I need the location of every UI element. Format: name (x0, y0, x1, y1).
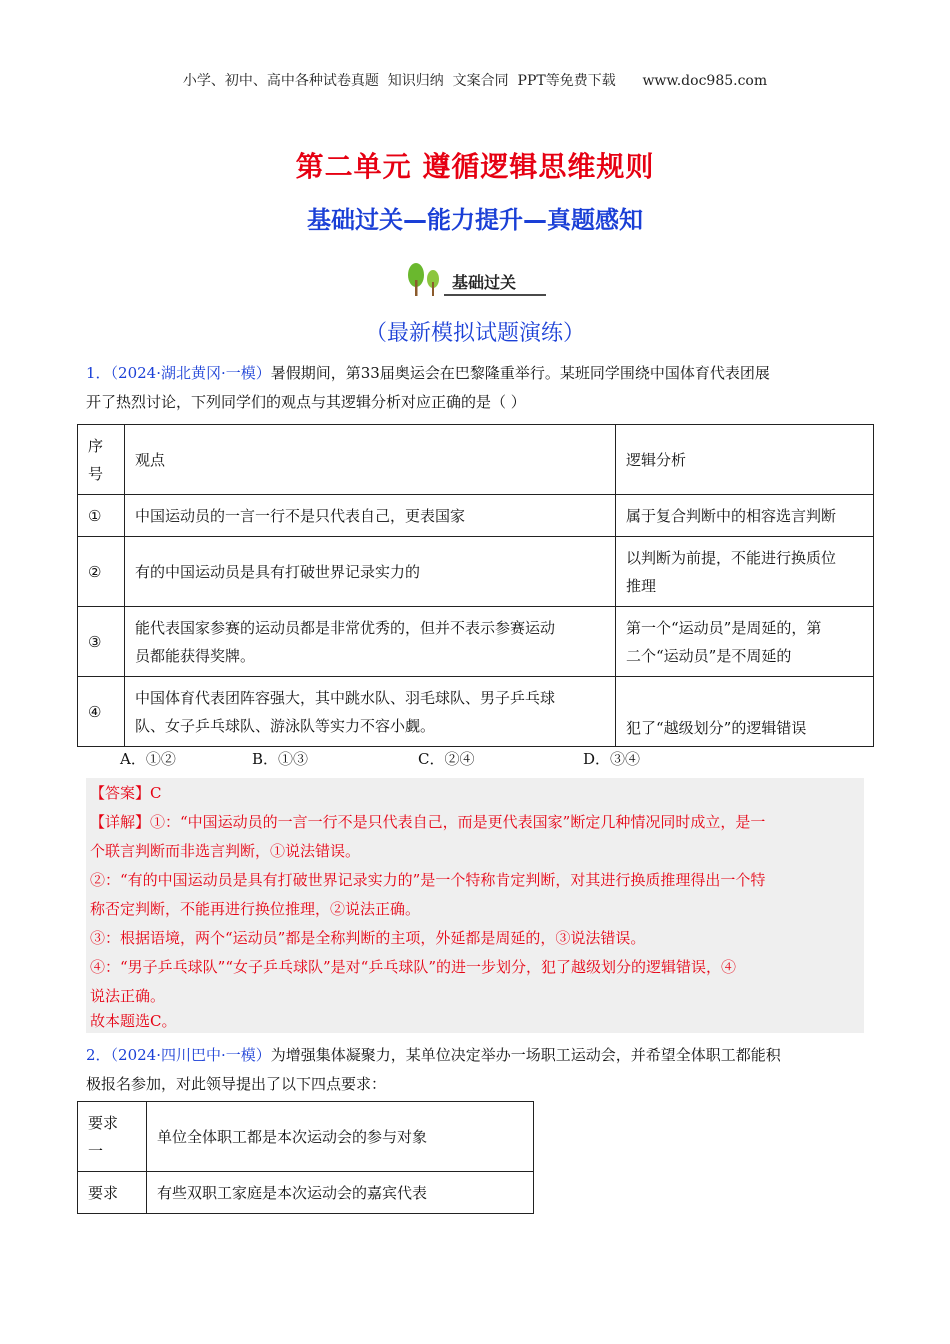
explanation-line: 称否定判断，不能再进行换位推理，②说法正确。 (90, 900, 421, 918)
question-source: （2024·四川巴中·一模） (110, 1046, 271, 1064)
option-c[interactable]: C．②④ (418, 750, 475, 768)
header-view: 观点 (125, 425, 616, 495)
question-2-stem (86, 1041, 866, 1099)
option-d[interactable]: D．③④ (583, 750, 641, 768)
page-header: 小学、初中、高中各种试卷真题 知识归纳 文案合同 PPT等免费下载 www.doc985.com (182, 73, 768, 89)
header-seq: 序 号 (78, 425, 125, 495)
row-seq: ② (78, 537, 125, 607)
explanation-line: 故本题选C。 (90, 1012, 177, 1030)
question-number: 2． (86, 1046, 111, 1064)
question-1-table (77, 424, 874, 747)
requirement-content: 单位全体职工都是本次运动会的参与对象 (147, 1102, 534, 1172)
header-analysis: 逻辑分析 (616, 425, 874, 495)
table-row (78, 1172, 534, 1214)
row-seq: ① (78, 495, 125, 537)
table-row (78, 677, 874, 747)
explanation-line: 说法正确。 (90, 987, 166, 1005)
explanation-line: 个联言判断而非选言判断，①说法错误。 (90, 842, 361, 860)
badge-underline (444, 294, 546, 296)
row-view: 有的中国运动员是具有打破世界记录实力的 (125, 537, 616, 607)
unit-subtitle: 基础过关—能力提升—真题感知 (307, 206, 643, 234)
table-row (78, 495, 874, 537)
requirement-label: 要求 一 (78, 1102, 147, 1172)
row-analysis: 犯了“越级划分”的逻辑错误 (616, 677, 874, 747)
table-row (78, 1102, 534, 1172)
question-1-stem (86, 359, 866, 417)
row-view: 中国运动员的一言一行不是只代表自己，更表国家 (125, 495, 616, 537)
row-seq: ③ (78, 607, 125, 677)
unit-title: 第二单元 遵循逻辑思维规则 (295, 150, 655, 183)
row-view: 中国体育代表团阵容强大，其中跳水队、羽毛球队、男子乒乓球 队、女子乒乓球队、游泳队等实力不容小觑。 (125, 677, 616, 747)
answer-explanation (86, 778, 864, 1033)
question-2-table (77, 1101, 534, 1214)
question-source: （2024·湖北黄冈·一模） (110, 364, 271, 382)
explanation-line: ③：根据语境，两个“运动员”都是全称判断的主项，外延都是周延的，③说法错误。 (90, 929, 646, 947)
question-number: 1． (86, 364, 111, 382)
tree-icon (404, 262, 444, 298)
row-seq: ④ (78, 677, 125, 747)
row-view: 能代表国家参赛的运动员都是非常优秀的，但并不表示参赛运动 员都能获得奖牌。 (125, 607, 616, 677)
row-analysis: 属于复合判断中的相容选言判断 (616, 495, 874, 537)
row-analysis: 第一个“运动员”是周延的，第 二个“运动员”是不周延的 (616, 607, 874, 677)
badge-label: 基础过关 (452, 273, 517, 292)
option-b[interactable]: B．①③ (252, 750, 309, 768)
question-text: 为增强集体凝聚力，某单位决定举办一场职工运动会，并希望全体职工都能积 (270, 1046, 781, 1064)
option-a[interactable]: A．①② (120, 750, 176, 768)
table-row (78, 607, 874, 677)
section-subtitle: （最新模拟试题演练） (364, 321, 585, 346)
table-row (78, 537, 874, 607)
requirement-label: 要求 (78, 1172, 147, 1214)
explanation-line: ④：“男子乒乓球队”“女子乒乓球队”是对“乒乓球队”的进一步划分，犯了越级划分的逻辑错误，④ (90, 958, 737, 976)
question-text: 开了热烈讨论，下列同学们的观点与其逻辑分析对应正确的是（ ） (86, 393, 526, 411)
question-text: 暑假期间，第33届奥运会在巴黎隆重举行。某班同学围绕中国体育代表团展 (270, 364, 770, 382)
explanation-line: 【详解】①：“中国运动员的一言一行不是只代表自己，而是更代表国家”断定几种情况同时成立，是一 (90, 813, 766, 831)
explanation-line: ②：“有的中国运动员是具有打破世界记录实力的”是一个特称肯定判断，对其进行换质推理得出一个特 (90, 871, 766, 889)
table-header-row (78, 425, 874, 495)
answer-line: 【答案】C (90, 784, 162, 802)
section-badge (404, 262, 546, 298)
question-text: 极报名参加，对此领导提出了以下四点要求： (86, 1075, 387, 1093)
requirement-content: 有些双职工家庭是本次运动会的嘉宾代表 (147, 1172, 534, 1214)
row-analysis: 以判断为前提，不能进行换质位 推理 (616, 537, 874, 607)
